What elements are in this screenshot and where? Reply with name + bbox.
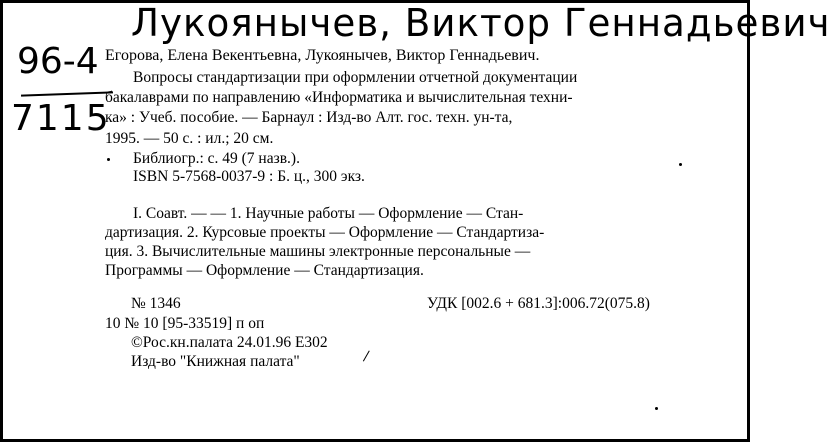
pencil-tick-mark (363, 351, 380, 368)
subjects-line-2: дартизация. 2. Курсовые проекты — Оформление — Стандартиза- (105, 224, 545, 241)
handwritten-shelf-code-bottom: 7115 (11, 98, 111, 139)
handwritten-shelf-code-top: 96-4 (17, 41, 99, 82)
subjects-line-3: ция. 3. Вычислительные машины электронные персональные — (105, 243, 531, 260)
subjects-line-1: I. Соавт. — — 1. Научные работы — Оформление — Стан- (133, 205, 524, 222)
entry-body-line-5: Библиогр.: с. 49 (7 назв.). (133, 150, 300, 167)
footer-line-3: ©Рос.кн.палата 24.01.96 Е302 (131, 334, 328, 351)
handwritten-divider-line (21, 91, 113, 96)
entry-body-line-2: бакалаврами по направлению «Информатика и вычислительная техни- (105, 89, 573, 106)
entry-body-line-3: ка» : Учеб. пособие. — Барнаул : Изд-во Алт. гос. техн. ун-та, (105, 109, 513, 126)
entry-heading: Егорова, Елена Векентьевна, Лукоянычев, Виктор Геннадьевич. (105, 47, 540, 64)
scan-speck (107, 158, 110, 161)
footer-line-2: 10 № 10 [95-33519] п оп (105, 315, 265, 332)
subjects-line-4: Программы — Оформление — Стандартизация. (105, 262, 424, 279)
entry-body-line-6: ISBN 5-7568-0037-9 : Б. ц., 300 экз. (133, 168, 365, 185)
scan-speck (679, 163, 682, 166)
handwritten-title: Лукоянычев, Виктор Геннадьевич (131, 1, 831, 45)
entry-body-line-4: 1995. — 50 с. : ил.; 20 см. (105, 130, 274, 147)
entry-body-line-1: Вопросы стандартизации при оформлении отчетной документации (133, 69, 578, 86)
scan-speck (655, 407, 658, 410)
card-number: № 1346 (131, 295, 181, 312)
footer-line-4: Изд-во "Книжная палата" (131, 353, 300, 370)
udk-code: УДК [002.6 + 681.3]:006.72(075.8) (427, 295, 650, 312)
